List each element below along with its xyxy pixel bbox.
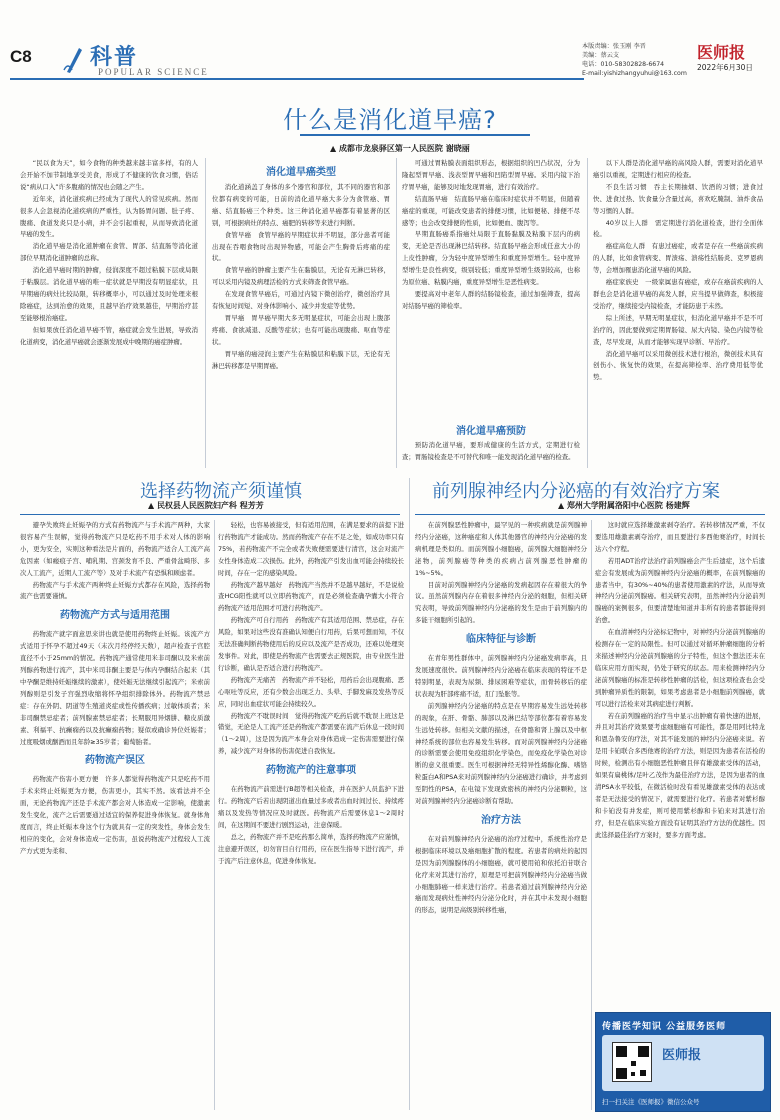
paragraph: 胃早癌的癌浸润主要产生在粘膜层和粘膜下层，无论有无淋巴转移都是早期胃癌。 bbox=[212, 349, 390, 370]
paragraph: 早期直肠癌系指癌灶局限于直肠黏膜及粘膜下层内的病变，无论是否出现淋巴结转移。结直肠早癌会形成任意大小的上皮性肿瘤，分为轻中度异型增生和重度异型增生。轻中度异型增生是良性病变，级别较低；重度异型增生级别较高，也称为原位癌、粘膜内癌，重度异型增生是恶性病变。 bbox=[402, 230, 580, 287]
paragraph: 食管早癌的肿瘤主要产生在黏膜层，无论有无淋巴转移，可以采用内镜及病理活检的方式来筛查食管早癌。 bbox=[212, 266, 390, 287]
promo-caption: 扫一扫关注《医师报》微信公众号 bbox=[602, 1098, 700, 1106]
article2-column-1 bbox=[20, 520, 210, 1110]
paragraph: 这时就应选择雄激素剥夺治疗。若转移情况严重，不仅要选用雄激素剥夺治疗，而且要进行多西他赛治疗，时间长达六个疗程。 bbox=[595, 521, 765, 553]
article3-column-2 bbox=[595, 520, 765, 1008]
paragraph: 要提高对中老年人群的结肠镜检查，通过加强筛查，提高对结肠早癌的筛检率。 bbox=[402, 289, 580, 310]
column-divider bbox=[591, 520, 592, 1110]
paragraph: 消化道早癌时期的肿瘤，侵润深度不超过粘膜下层或局限于粘膜层。消化道早癌的唯一症状就是早期没有明显症状，且早期癌的病灶比较局限，转移概率小，可以通过及时处理来根除癌症，达到治愈的效果，且越早治疗效果越佳，早期治疗甚至能够根治癌症。 bbox=[20, 266, 198, 322]
column-divider bbox=[214, 520, 215, 1110]
paragraph: 以下人群是消化道早癌的高风险人群，需要对消化道早癌引以重视，定期进行相应的检查。 bbox=[593, 159, 763, 179]
section-heading: 消化道早癌预防 bbox=[456, 426, 526, 437]
section-heading: 临床特征与诊断 bbox=[466, 634, 536, 646]
paragraph: 胃早癌 胃早癌早期大多无明显症状，可能会出现上腹部疼痛、食欲减退、反酸等症状；也有可能出现腹痛、呕血等症状。 bbox=[212, 313, 390, 346]
paragraph: 消化道早癌可以采用微创技术进行根治，微创技术具有创伤小、恢复快的效果，在提高筛检率、治疗费用低等优势。 bbox=[593, 349, 763, 382]
column-divider bbox=[409, 478, 410, 1110]
newspaper-logo: 医师报 bbox=[697, 43, 746, 62]
paragraph: 不良生活习惯 吞主长期抽烟、饮酒的习惯；进食过快、进食过热、饮食量分含量过高，喜欢吃腌制、油炸食品等习惯的人群。 bbox=[593, 182, 763, 215]
paragraph: 综上所述，早期无明显症状，但消化道早癌并不是不可治疗的，因此要做到定期胃肠镜、尿大内镜、染色内镜等检查，尽早发现，从而才能够实现早诊断、早治疗。 bbox=[593, 313, 763, 346]
editor-line: 美编：蔡云支 bbox=[582, 52, 620, 59]
editor-line: E-mail:yishizhangyuhui@163.com bbox=[582, 70, 687, 77]
paragraph: 药物流产就字面意思来讲也就是使用药物终止妊娠。该流产方式适用于怀孕不超过49天（末次月经停经天数），超声检查子宫腔直径不小于25mm的情况。药物流产通常使用米非司酮以及米索前列醇药物进行流产，其中米司非酮主要是与体内孕酮结合起来（其中孕酮是维持妊娠继续的激素），使妊娠无法继续引起流产；米索前列醇则是引发子宫强烈收缩将怀孕组织排除体外。药物流产禁忌症：存在外阴、阴道等生殖道炎症或性传播疾病；过敏体质者；米非司酮禁忌症者；前列腺素禁忌症者；长期服用异烟肼、糖皮质激素、利福平、抗癫痫药以及抗癫痫药物；疑似或确诊异位妊娠者；过度吸烟或酗酒而且年龄≥35岁者；葡萄胎者。 bbox=[20, 630, 210, 746]
paragraph: 在发现食管早癌后，可通过内镜下微创治疗，微创治疗具有恢复时间短、对身体影响小、减少并发症等优势。 bbox=[212, 290, 390, 311]
column-divider bbox=[396, 158, 397, 468]
paragraph: 药物流产不耽误时间 觉得药物流产吃药后就不耽误上班这是错觉，无论是人工流产还是药物流产都需要在流产后休息一段时间（1～2周），这是因为流产本身会对身体造成一定伤害需要进行保养，减少流产对身体的伤害促进自我恢复。 bbox=[218, 711, 404, 756]
pen-icon bbox=[62, 44, 84, 74]
paragraph: 食管早癌 食管早癌的早期症状并不明显，部分患者可能出现在吞咽食物时出现异物感，可能会产生胸骨后疼痛的症状。 bbox=[212, 230, 390, 263]
paragraph: 但如果放任消化道早癌不管，癌症就会发生进展，导致消化道病变，消化道早癌就会逐渐发展成中晚期的癌症肿瘤。 bbox=[20, 325, 198, 346]
article1-column-3 bbox=[402, 158, 580, 418]
article-rule bbox=[20, 514, 400, 515]
paragraph: 在对前列腺神经内分泌癌的治疗过程中，系统性治疗是根据临床环境以及癌细胞扩散的程度。若患者的病灶的起因是因为前列腺腺体的小细胞癌，就可使用铂和依托泊苷联合化疗来对其进行治疗，原理是可把前列腺神经内分泌癌当做小细胞肺癌一样来进行治疗。若患者通过前列腺神经内分泌癌而发现病灶性神经内分泌分化时，并在其中未发现小细胞的形态，说明是高级别转移性癌， bbox=[415, 834, 587, 915]
article-title: 什么是消化道早癌? bbox=[283, 106, 497, 134]
column-divider bbox=[587, 158, 588, 468]
paragraph: 药物流产可自行用药 药物流产有其适用范围、禁忌症，存在风险，如果对这些没有准确认知便自行用药，后果可想而知，不仅无法准确判断药物使用后的反应以及流产是否成功，还难以处理突发事件。对此，即使是药物流产也需要去正规医院，由专业医生进行诊断，确认是否适合进行药物流产。 bbox=[218, 616, 404, 672]
paragraph: 避孕失败终止妊娠孕的方式有药物流产与手术流产两种，大家很容易产生误解，觉得药物流产只是吃药不用手术对人体的影响小，更为安全，实则这种看法是片面的，药物流产适合人工流产高危因素（如瘢痕子宫、哺乳期、宫颈发育不良、严重骨盆畸形、多次人工流产，近期人工流产等）及对手术流产有恐惧和顾虑者。 bbox=[20, 521, 210, 577]
paragraph: 癌症家族史 一级家属患有癌症，或存在癌前疾病的人群也会是消化道早癌的高发人群，应当提早做筛查，积极接受治疗，继续接受内镜检查，才能防患于未然。 bbox=[593, 278, 763, 310]
editor-info bbox=[582, 42, 692, 78]
section-heading: 药物流产误区 bbox=[85, 755, 145, 767]
paragraph: 在青年男性群体中，前列腺神经内分泌癌发病率高，且发展速度很快。前列腺神经内分泌癌在临床表现的特征不是特别明显，表现为尿频、排尿困难等症状，而骨转移后的症状表现为肝部疼痛不适，肛门坠胀等。 bbox=[415, 654, 587, 698]
promo-title: 传播医学知识 公益服务医师 bbox=[602, 1022, 727, 1032]
article1-column-2 bbox=[212, 182, 390, 470]
paragraph: 药物流产无痛苦 药物流产并不轻松，用药后会出现腹痛、恶心呕吐等反应，还有少数会出现乏力、头晕、手脚发麻及发热等反应，同时出血症状可能会持续较久。 bbox=[218, 675, 404, 708]
article-title: 前列腺神经内分泌癌的有效治疗方案 bbox=[432, 481, 720, 502]
paragraph: 药物流产与手术流产两种终止妊娠方式都存在风险，选择药物流产也需要谨慎。 bbox=[20, 580, 210, 601]
article-byline: ▲ 成都市龙泉驿区第一人民医院 谢晓丽 bbox=[330, 144, 470, 153]
paragraph: 药物流产伤害小更方便 许多人都觉得药物流产只是吃药不用手术来终止妊娠更为方便，伤害更小，其实不然。该看法并不全面，无论药物流产还是手术流产都会对人体造成一定影响，使激素发生变化，流产之后需要通过适宜的保养促进身体恢复。就身体角度而言，终止妊娠本身这个行为就具有一定的突发性，身体会发生相应的变化，会对身体造成一定伤害，虽说药物流产过程较人工流产方式更为柔和、 bbox=[20, 775, 210, 855]
paragraph: 药物流产越早越好 药物流产当然并不是越早越好，不是说检查HCG阳性就可以立即药物流产，而是必须检查确孕囊大小符合药物流产适用范围才可进行药物流产。 bbox=[218, 580, 404, 613]
article1-column-1 bbox=[20, 158, 198, 468]
paragraph: 目前对前列腺神经内分泌癌的发病起因存在着很大的争议。虽然前列腺内存在着很多神经内分泌的细胞，但相关研究表明，导致前列腺神经内分泌癌的发生是由于前列腺内的多能干细胞所引起的。 bbox=[415, 580, 587, 625]
promo-logo: 医师报 bbox=[662, 1048, 702, 1063]
article-title: 选择药物流产须谨慎 bbox=[140, 481, 302, 502]
article-rule bbox=[415, 514, 765, 515]
editor-line: 本版责编：张玉刚 李晋 bbox=[582, 43, 646, 50]
article-byline: ▲ 民权县人民医院妇产科 程芳芳 bbox=[148, 501, 264, 510]
page-number: C8 bbox=[10, 47, 32, 66]
issue-date: 2022年6月30日 bbox=[697, 63, 753, 72]
paragraph: 在前列腺恶性肿瘤中，最罕见的一种疾病就是前列腺神经内分泌癌，这种癌症和人体其他器官的神经内分泌癌的发病机理是类似的。而前列腺小细胞癌，前列腺大细胞神经分泌物，前列腺癌等种类的疾病占前列腺恶性肿瘤的1%~5%。 bbox=[415, 521, 587, 577]
title-underline bbox=[300, 134, 530, 136]
section-title-en: POPULAR SCIENCE bbox=[98, 67, 209, 77]
article-byline: ▲ 郑州大学附属洛阳中心医院 杨建辉 bbox=[558, 501, 690, 510]
section-title: 科普 bbox=[90, 45, 139, 70]
column-divider bbox=[205, 158, 206, 468]
paragraph: 在药物流产前需进行B超等相关检查，并在医护人员监护下进行。药物流产后若出现阴道出血量过多或者出血时间过长、持续疼痛以及发热等情况应及时就医。药物流产后需要休息1～2周时间，在这期间不要进行剧烈运动，注意保暖。 bbox=[218, 785, 404, 829]
paragraph: 癌症高危人群 有患过癌症，或者是存在一些癌前疾病的人群，比如食管病变、胃溃疡、溃疡性结肠炎、克罗恩病等，会增加罹患消化道早癌的风险。 bbox=[593, 242, 763, 275]
paragraph: 若用ADT治疗法治疗前列腺癌会产生后遗症，这个后遗症会有发展成为前列腺神经内分泌癌的概率，在前列腺癌的患者当中，有30%~40%的患者使用激素的疗法，从而导致神经内分泌前列腺癌。相关研究表明，虽然神经内分泌前列腺癌的案例很多，但要清楚地知道并非所有的患者都能得到治愈。 bbox=[595, 556, 765, 625]
paragraph: 消化道早癌是消化道肿瘤在食管、胃部、结直肠等消化道部位早期消化道肿瘤的总称。 bbox=[20, 242, 198, 263]
paragraph: 预防消化道早癌，要形成健康的生活方式，定期进行检查；胃肠镜检查是不可替代和唯一能发现消化道早癌的检查。 bbox=[402, 441, 580, 461]
article1-column-3b bbox=[402, 440, 580, 470]
paragraph: 消化道涵盖了身体的多个器官和部位，其不同的器官和部位都有病变的可能，日前的消化道早癌大多分为食管癌、胃癌、结直肠癌三个种类。这三种消化道早癌都有着显著的区别，可根据病灶的特点、癌肥的转移等来进行判断。 bbox=[212, 183, 390, 227]
paragraph: 结直肠早癌 结直肠早癌在临床时症状并不明显，但随着癌症的重现，可能改变患者的排便习惯，比如便秘、排便不尽感等；也会改变排便的性质，比如便血、腹泻等。 bbox=[402, 194, 580, 227]
article2-column-2 bbox=[218, 520, 404, 1110]
section-heading: 药物流产的注意事项 bbox=[266, 765, 356, 777]
qr-code-icon[interactable] bbox=[612, 1042, 652, 1082]
paragraph: “民以食为天”，如今食物的种类越来越丰富多样，有的人会开始不加节制地享受美食，形成了不健康的饮食习惯，俗话说“病从口入”许多腹痛的情况也会随之产生。 bbox=[20, 159, 198, 191]
paragraph: 在血清神经内分泌标记物中，对神经内分泌前列腺癌的检测存在一定的局限性。但可以通过对循环肿瘤细胞的分析来描述神经内分泌前列腺癌的分子特性，但这个想法还未在临床应用方面实现，仍处于研究的状态。用来检测神经内分泌前列腺癌的标准是转移性肿瘤的活检，但这项检查也会受到肿瘤异质性的限制，如果考虑患者是小细胞前列腺癌，就可以进行活检来对其病症进行判断。 bbox=[595, 628, 765, 708]
section-heading: 消化道早癌类型 bbox=[266, 167, 336, 178]
paragraph: 可通过胃粘膜表面组织形态，根据组织的凹凸状况，分为隆起型胃早癌、浅表型胃早癌和凹陷型胃早癌。采用内镜下治疗胃早癌，能够及时地发现胃癌，进行有效治疗。 bbox=[402, 159, 580, 191]
paragraph: 前列腺神经内分泌癌的特点是在早期容易发生远处转移的现象，在肝、骨骼、肺部以及淋巴结等部位都有着容易发生远处转移。但相关文献的描述，在骨骼和肾上腺以及中枢神经系统的部位也容易发生转移。而对前列腺神经内分泌癌的诊断需要会使用免疫组织化学染色，而免疫化学染色对诊断的意义很重要。医生可根据神经无特异性烯醇化酶、嗜铬粒蛋白A和PSA来对前列腺神经内分泌癌进行确诊，并考虑到至阴性的PSA，在电镜下发现致密核的神经内分泌颗粒，这对前列腺神经内分泌癌诊断有帮助。 bbox=[415, 701, 587, 806]
editor-line: 电话：010-58302828-6674 bbox=[582, 61, 665, 68]
paragraph: 近年来，消化道疾病已经成为了现代人的常见疾病。然而很多人会忽视消化道疾病的严重性，认为肠胃问题、肚子疼、腹痛、食道发炎只是小病，并不会引起重视，从而导致消化道早癌的发生。 bbox=[20, 194, 198, 239]
paragraph: 轻松，也容易被接受，但有适用范围，在满足要求的前提下进行药物流产才能成功。然而药物流产存在不足之处，如成功率只有75%，若药物流产不完全或者失败便需要进行清宫，这会对流产女性身体造成二次损伤。此外，药物流产引发出血可能会持续较长时间，存在一定的感染风险。 bbox=[218, 521, 404, 577]
section-heading: 治疗方法 bbox=[481, 814, 521, 826]
masthead-rule bbox=[10, 78, 584, 80]
article3-column-1 bbox=[415, 520, 587, 1110]
paragraph: 总之，药物流产并不是吃药那么简单，选择药物流产应谨慎，注意避开误区，切勿盲目自行用药，应在医生指导下进行流产，并于流产后注意休息，促进身体恢复。 bbox=[218, 832, 404, 865]
paragraph: 若在前列腺癌的治疗当中显示出肿瘤有着快速的进展，并且对其治疗效果要考虑细胞癌有可能性，都是用阿比特龙和恩杂鲁安的疗法，对其不能发展的神经内分泌癌来说。若是用卡铂联合多西他赛的治疗方法，则是因为患者在活检的时候，检测出有小细胞恶性肿瘤且伴有雄激素受体的活动，如果有扁桃体/足叶乙茂作为最佳治疗方法，是因为患者的血清PSA水平较低，在微活检时没有看见雄激素受体的表达或者是无法接受的情况下，就需要进行化疗。若患者对紫杉醇和卡铂没有并发症，则可使用紫杉醇和卡铂来对其进行治疗，但是在临床实验方面没有证明其治疗方法的优越性。因此选择最佳治疗方案时，要多方面考虑。 bbox=[595, 711, 765, 839]
section-heading: 药物流产方式与适用范围 bbox=[60, 610, 170, 622]
article1-column-4 bbox=[593, 158, 763, 470]
paragraph: 40岁以上人群 需定期进行消化道检查，进行全面体检。 bbox=[593, 218, 763, 239]
